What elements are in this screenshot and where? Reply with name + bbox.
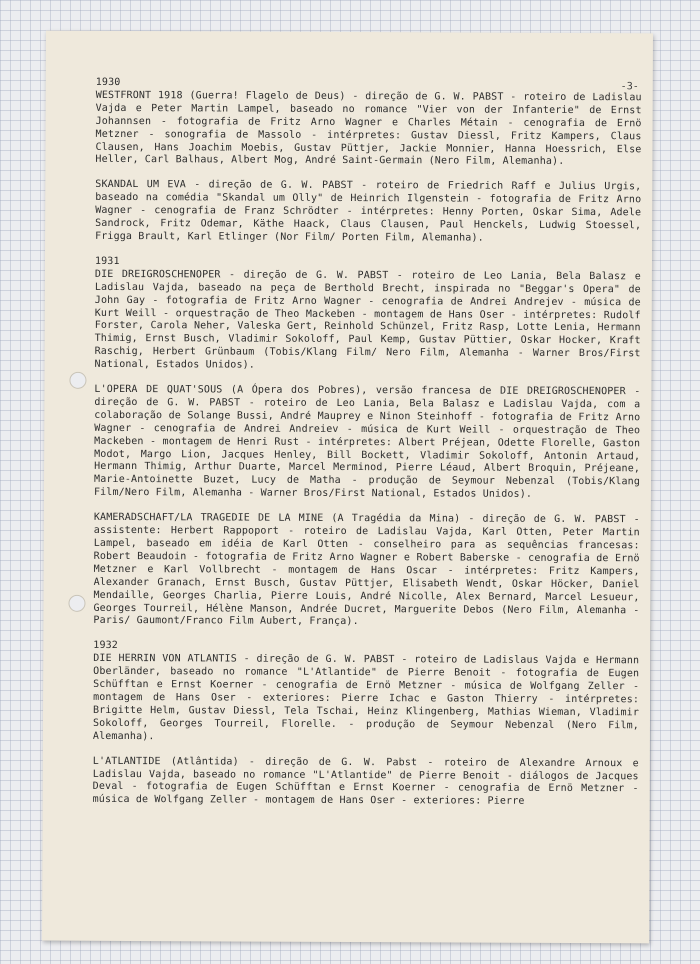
year-section-1930 <box>95 77 642 246</box>
film-entry-kameradschaft: KAMERADSCHAFT/LA TRAGEDIE DE LA MINE (A Tragédia da Mina) - direção de G. W. PABST - assistente: Herbert Rappoport - roteiro de Ladislau Vajda, Karl Otten, Peter Martin Lampel, baseado em idéia de Karl Otten - conselheiro para as sequências francesas: Robert Beaudoin - fotografia de Fritz Arno Wagner e Robert Baberske - cenografia de Ernö Metzner e Karl Vollbrecht - montagem de Hans Oscar - intérpretes: Fritz Kampers, Alexander Granach, Ernst Busch, Gustav Püttjer, Elisabeth Wendt, Oskar Höcker, Daniel Mendaille, Georges Charlia, Pierre Louis, André Nicolle, Alex Bernard, Marcel Lesueur, Georges Tourreil, Hélène Manson, Andrée Ducret, Marguerite Debos (Nero Film, Alemanha - Paris/ Gaumont/Franco Film Aubert, França). <box>93 512 640 628</box>
punch-hole <box>68 595 85 612</box>
filmography-text <box>93 77 642 822</box>
film-entry-westfront-1918: WESTFRONT 1918 (Guerra! Flagelo de Deus) - direção de G. W. PABST - roteiro de Ladislau Vajda e Peter Martin Lampel, baseado no romance "Vier von der Infanterie" de Ernst Johannsen - fotografia de Fritz Arno Wagner e Charles Métain - cenografia de Ernö Metzner - sonografia de Massolo - intérpretes: Gustav Diessl, Fritz Kampers, Claus Clausen, Hans Joachim Moebis, Gustav Püttjer, Jackie Monnier, Hanna Hoessrich, Else Heller, Carl Balhaus, Albert Mog, André Saint-Germain (Nero Film, Alemanha). <box>95 89 642 168</box>
document-page <box>42 31 653 944</box>
year-section-1932 <box>93 640 640 809</box>
film-entry-die-herrin-von-atlantis: DIE HERRIN VON ATLANTIS - direção de G. W. PABST - roteiro de Ladislaus Vajda e Hermann Oberländer, baseado no romance "L'Atlantide" de Pierre Benoit - fotografia de Eugen Schüfftan e Ernst Koerner - cenografia de Ernö Metzner - música de Wolfgang Zeller - montagem de Hans Oser - exteriores: Pierre Ichac e Gaston Thierry - intérpretes: Brigitte Helm, Gustav Diessl, Tela Tschai, Heinz Klingenberg, Mathias Wieman, Vladimir Sokoloff, Georges Tourreil, Florelle. - produção de Seymour Nebenzal (Nero Film, Alemanha). <box>92 653 640 742</box>
film-entry-opera-de-quat-sous: L'OPERA DE QUAT'SOUS (A Ópera dos Pobres), versão francesa de DIE DREIGROSCHENOPER - direção de G. W. PABST - roteiro de Leo Lania, Bela Balasz e Ladislau Vajda, com a colaboração de Solange Bussi, André Mauprey e Ninon Steinhoff - fotografia de Fritz Arno Wagner - cenografia de Andrei Andreiev - música de Kurt Weill - orquestração de Theo Mackeben - montagem de Henri Rust - intérpretes: Albert Préjean, Odette Florelle, Gaston Modot, Margo Lion, Jacques Henley, Bill Bockett, Vladimir Sokoloff, Antonin Artaud, Hermann Thimig, Arthur Duarte, Marcel Merminod, Pierre Léaud, Albert Broquin, Préjeane, Marie-Antoinette Buzet, Lucy de Matha - produção de Seymour Nebenzal (Tobis/Klang Film/Nero Film, Alemanha - Warner Bros/First National, Estados Unidos). <box>93 383 641 501</box>
year-section-1931 <box>93 256 641 631</box>
film-entry-die-dreigroschenoper: DIE DREIGROSCHENOPER - direção de G. W. PABST - roteiro de Leo Lania, Bela Balasz e Ladislau Vajda, baseado na peça de Berthold Brecht, inspirada no "Beggar's Opera" de John Gay - fotografia de Fritz Arno Wagner - cenografia de Andrei Andrejev - música de Kurt Weill - orquestração de Theo Mackeben - montagem de Hans Oser - intérpretes: Rudolf Forster, Carola Neher, Valeska Gert, Reinhold Schünzel, Fritz Rasp, Lotte Lenia, Hermann Thimig, Ernst Busch, Vladimir Sokoloff, Paul Kemp, Gustav Püttier, Oskar Hocker, Kraft Raschig, Herbert Grünbaum (Tobis/Klang Film/ Nero Film, Alemanha - Warner Bros/First National, Estados Unidos). <box>94 268 641 371</box>
film-entry-l-atlantide: L'ATLANTIDE (Atlântida) - direção de G. W. Pabst - roteiro de Alexandre Arnoux e Ladislau Vajda, baseado no romance "L'Atlantide" de Pierre Benoit - diálogos de Jacques Deval - fotografia de Eugen Schüfftan e Ernst Koerner - cenografia de Ernö Metzner - música de Wolfgang Zeller - montagem de Hans Oser - exteriores: Pierre <box>92 755 639 808</box>
year-heading: 1930 <box>95 76 121 89</box>
year-heading: 1932 <box>93 640 119 652</box>
punch-hole <box>69 372 86 389</box>
page-number: -3- <box>620 81 639 93</box>
film-entry-skandal-um-eva: SKANDAL UM EVA - direção de G. W. PABST - roteiro de Friedrich Raff e Julius Urgis, baseado na comédia "Skandal um Olly" de Heinrich Ilgenstein - fotografia de Fritz Arno Wagner - cenografia de Franz Schrödter - intérpretes: Henny Porten, Oskar Sima, Adele Sandrock, Fritz Odemar, Käthe Haack, Claus Clausen, Paul Henckels, Ludwig Stoessel, Frigga Brault, Karl Etlinger (Nor Film/ Porten Film, Alemanha). <box>95 179 642 244</box>
year-heading: 1931 <box>94 255 120 267</box>
